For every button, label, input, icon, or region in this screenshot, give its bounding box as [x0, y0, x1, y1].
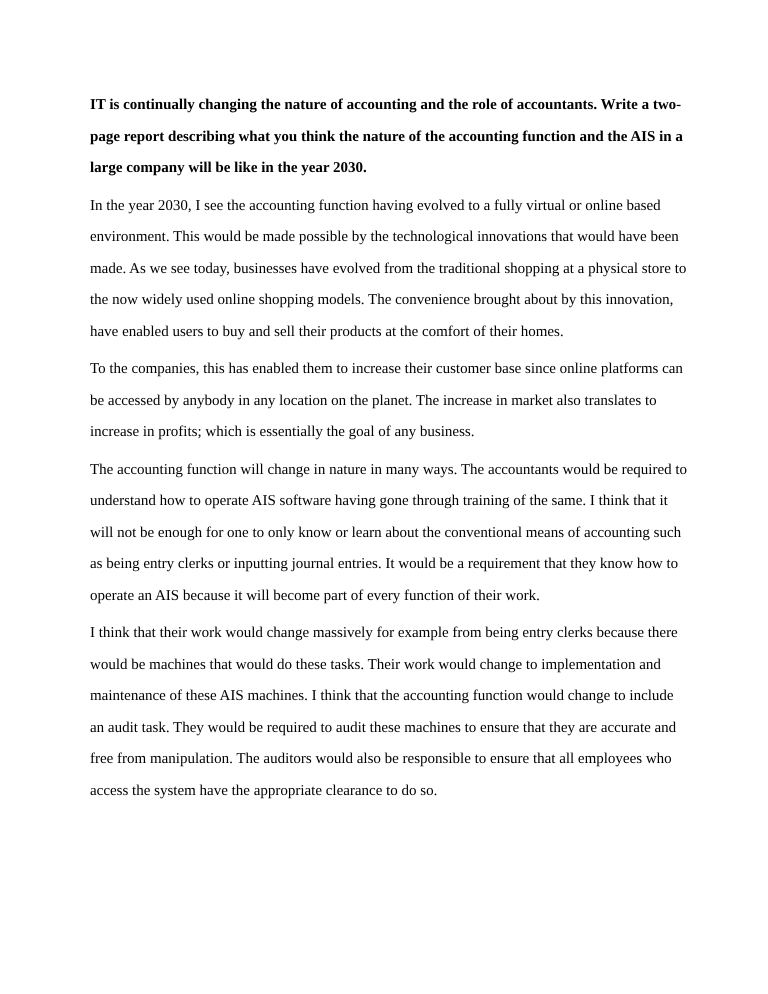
- paragraph-1: In the year 2030, I see the accounting function having evolved to a fully virtual or online based environment. This would be made possible by the technological innovations that would have been made. As we see today, businesses have evolved from the traditional shopping at a physical store to the now widely used online shopping models. The convenience brought about by this innovation, have enabled users to buy and sell their products at the comfort of their homes.: [90, 197, 687, 340]
- paragraph-2: To the companies, this has enabled them to increase their customer base since online platforms can be accessed by anybody in any location on the planet. The increase in market also translates to increase in profits; which is essentially the goal of any business.: [90, 361, 683, 440]
- document-page: [90, 90, 690, 813]
- paragraph-3: The accounting function will change in nature in many ways. The accountants would be required to understand how to operate AIS software having gone through training of the same. I think that it will not be enough for one to only know or learn about the conventional means of accounting such as being entry clerks or inputting journal entries. It would be a requirement that they know how to operate an AIS because it will become part of every function of their work.: [90, 461, 688, 604]
- assignment-prompt: IT is continually changing the nature of accounting and the role of accountants. Write a two-page report describing what you think the nature of the accounting function and the AIS in a large company will be like in the year 2030.: [90, 97, 683, 176]
- paragraph-4: I think that their work would change massively for example from being entry clerks because there would be machines that would do these tasks. Their work would change to implementation and maintenance of these AIS machines. I think that the accounting function would change to include an audit task. They would be required to audit these machines to ensure that they are accurate and free from manipulation. The auditors would also be responsible to ensure that all employees who access the system have the appropriate clearance to do so.: [90, 625, 678, 799]
